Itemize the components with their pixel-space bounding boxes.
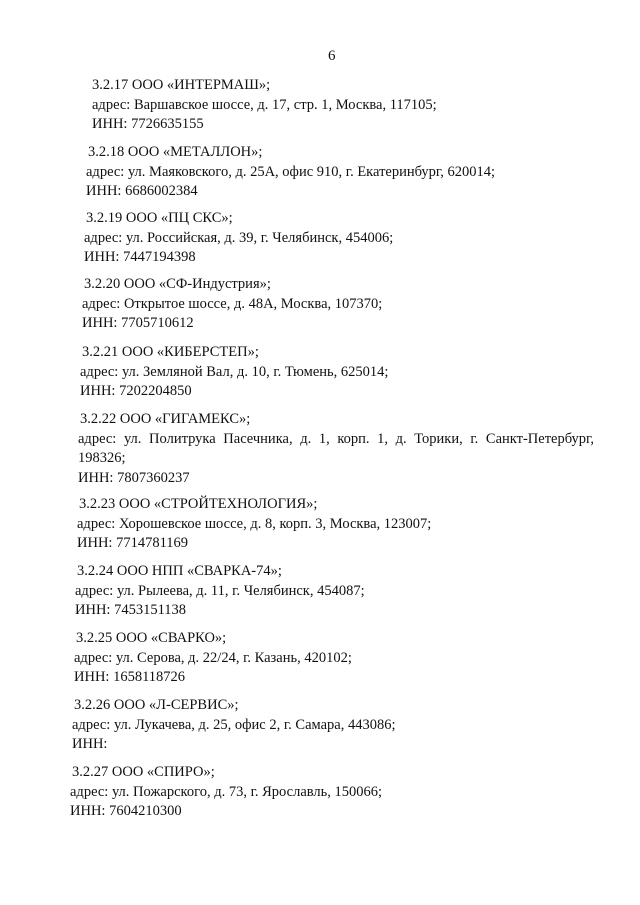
entry-address: адрес: ул. Пожарского, д. 73, г. Ярославль, 150066; bbox=[70, 783, 383, 800]
entry-inn: ИНН: 1658118726 bbox=[74, 669, 186, 685]
entry-heading: 3.2.25 ООО «СВАРКО»; bbox=[76, 630, 227, 646]
entry-address: адрес: ул. Серова, д. 22/24, г. Казань, 420102; bbox=[74, 649, 352, 666]
entry-heading: 3.2.23 ООО «СТРОЙТЕХНОЛОГИЯ»; bbox=[79, 496, 318, 512]
entry-inn: ИНН: 7453151138 bbox=[75, 602, 187, 618]
entry-address: адрес: Открытое шоссе, д. 48А, Москва, 107370; bbox=[82, 295, 383, 312]
entry-address: адрес: Хорошевское шоссе, д. 8, корп. 3, Москва, 123007; bbox=[77, 515, 432, 532]
company-entry-3-2-18 bbox=[86, 143, 626, 202]
entry-address: адрес: Варшавское шоссе, д. 17, стр. 1, Москва, 117105; bbox=[92, 96, 437, 113]
entry-address: адрес: ул. Рылеева, д. 11, г. Челябинск, 454087; bbox=[75, 582, 365, 599]
company-entry-3-2-19 bbox=[84, 209, 624, 268]
company-entry-3-2-22 bbox=[78, 410, 594, 488]
company-entry-3-2-25 bbox=[74, 629, 614, 688]
page-number: 6 bbox=[328, 48, 336, 64]
entry-address: адрес: ул. Политрука Пасечника, д. 1, корп. 1, д. Торики, г. Санкт-Петербург, 198326; bbox=[78, 430, 594, 466]
entry-heading: 3.2.22 ООО «ГИГАМЕКС»; bbox=[80, 411, 251, 427]
entry-address: адрес: ул. Российская, д. 39, г. Челябинск, 454006; bbox=[84, 229, 394, 246]
company-entry-3-2-21 bbox=[80, 343, 620, 402]
entry-inn: ИНН: 7705710612 bbox=[82, 315, 194, 331]
entry-heading: 3.2.18 ООО «МЕТАЛЛОН»; bbox=[88, 144, 263, 160]
entry-heading: 3.2.26 ООО «Л-СЕРВИС»; bbox=[74, 697, 239, 713]
company-entry-3-2-23 bbox=[77, 495, 617, 554]
company-entry-3-2-24 bbox=[75, 562, 615, 621]
company-entry-3-2-20 bbox=[82, 275, 622, 334]
entry-address: адрес: ул. Лукачева, д. 25, офис 2, г. Самара, 443086; bbox=[72, 716, 396, 733]
entry-inn: ИНН: 6686002384 bbox=[86, 183, 198, 199]
entry-inn: ИНН: 7807360237 bbox=[78, 469, 190, 486]
entry-inn: ИНН: 7447194398 bbox=[84, 249, 196, 265]
entry-inn: ИНН: 7202204850 bbox=[80, 383, 192, 399]
entry-address: адрес: ул. Маяковского, д. 25А, офис 910, г. Екатеринбург, 620014; bbox=[86, 163, 496, 180]
entry-address: адрес: ул. Земляной Вал, д. 10, г. Тюмень, 625014; bbox=[80, 363, 389, 380]
entry-heading: 3.2.19 ООО «ПЦ СКС»; bbox=[86, 210, 233, 226]
company-entry-3-2-17 bbox=[92, 76, 632, 135]
entry-inn: ИНН: 7604210300 bbox=[70, 803, 182, 819]
company-entry-3-2-26 bbox=[72, 696, 612, 755]
entry-heading: 3.2.17 ООО «ИНТЕРМАШ»; bbox=[92, 77, 271, 93]
entry-heading: 3.2.24 ООО НПП «СВАРКА-74»; bbox=[77, 563, 282, 579]
entry-inn: ИНН: 7726635155 bbox=[92, 116, 204, 132]
entry-heading: 3.2.27 ООО «СПИРО»; bbox=[72, 764, 215, 780]
entry-inn: ИНН: bbox=[72, 736, 108, 752]
entry-inn: ИНН: 7714781169 bbox=[77, 535, 189, 551]
company-entry-3-2-27 bbox=[70, 763, 610, 822]
entry-heading: 3.2.20 ООО «СФ-Индустрия»; bbox=[84, 276, 271, 292]
entry-heading: 3.2.21 ООО «КИБЕРСТЕП»; bbox=[82, 344, 259, 360]
